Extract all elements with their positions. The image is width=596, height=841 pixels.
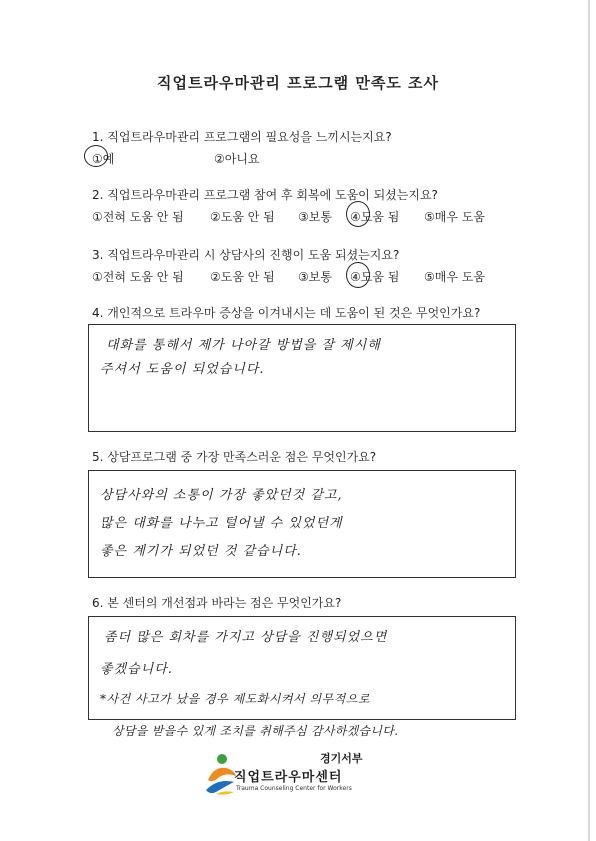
center-logo — [204, 750, 364, 800]
answer-5-line-2: 많은 대화를 나누고 털어낼 수 있었던게 — [100, 516, 343, 531]
question-2: 2. 직업트라우마관리 프로그램 참여 후 회복에 도움이 되셨는지요? — [92, 188, 438, 202]
q3-option-2[interactable]: ②도움 안 됨 — [210, 270, 275, 284]
q2-option-5[interactable]: ⑤매우 도움 — [424, 210, 485, 224]
q1-option-no[interactable]: ②아니요 — [214, 152, 260, 166]
question-4: 4. 개인적으로 트라우마 증상을 이겨내시는 데 도움이 된 것은 무엇인가요? — [92, 306, 481, 320]
answer-5-line-1: 상담사와의 소통이 가장 좋았던것 같고, — [100, 488, 343, 503]
answer-4-line-1: 대화를 통해서 제가 나아갈 방법을 잘 제시해 — [106, 338, 381, 353]
question-1: 1. 직업트라우마관리 프로그램의 필요성을 느끼시는지요? — [92, 130, 392, 144]
answer-4-line-2: 주셔서 도움이 되었습니다. — [100, 362, 265, 377]
q1-option-yes[interactable]: ①예 — [92, 152, 115, 166]
q1-selection-circle — [84, 145, 108, 167]
question-3: 3. 직업트라우마관리 시 상담사의 진행이 도움 되셨는지요? — [92, 248, 400, 262]
q3-selection-circle — [346, 262, 370, 288]
answer-6-line-4: 상담을 받을수 있게 조치를 취해주심 감사하겠습니다. — [112, 724, 399, 738]
q3-option-5[interactable]: ⑤매우 도움 — [424, 270, 485, 284]
answer-6-line-3: *사건 사고가 났을 경우 제도화시켜서 의무적으로 — [100, 692, 370, 706]
center-logo-org: 경기서부 — [320, 752, 363, 765]
q2-option-3[interactable]: ③보통 — [298, 210, 332, 224]
answer-6-line-1: 좀더 많은 회차를 가지고 상담을 진행되었으면 — [104, 630, 388, 645]
q2-option-4[interactable]: ④도움 됨 — [350, 210, 400, 224]
q3-option-3[interactable]: ③보통 — [298, 270, 332, 284]
q3-option-4[interactable]: ④도움 됨 — [350, 270, 400, 284]
answer-6-line-2: 좋겠습니다. — [100, 662, 173, 677]
center-logo-english: Trauma Counseling Center for Workers — [236, 785, 352, 792]
question-6: 6. 본 센터의 개선점과 바라는 점은 무엇인가요? — [92, 596, 342, 610]
center-logo-emblem-icon — [204, 752, 238, 798]
q2-option-2[interactable]: ②도움 안 됨 — [210, 210, 275, 224]
page-title: 직업트라우마관리 프로그램 만족도 조사 — [157, 74, 439, 92]
q3-option-1[interactable]: ①전혀 도움 안 됨 — [92, 270, 184, 284]
answer-5-line-3: 좋은 계기가 되었던 것 같습니다. — [100, 544, 302, 559]
center-logo-name: 직업트라우마센터 — [234, 770, 343, 785]
question-5: 5. 상담프로그램 중 가장 만족스러운 점은 무엇인가요? — [92, 450, 377, 464]
q2-option-1[interactable]: ①전혀 도움 안 됨 — [92, 210, 184, 224]
q2-selection-circle — [346, 201, 370, 227]
